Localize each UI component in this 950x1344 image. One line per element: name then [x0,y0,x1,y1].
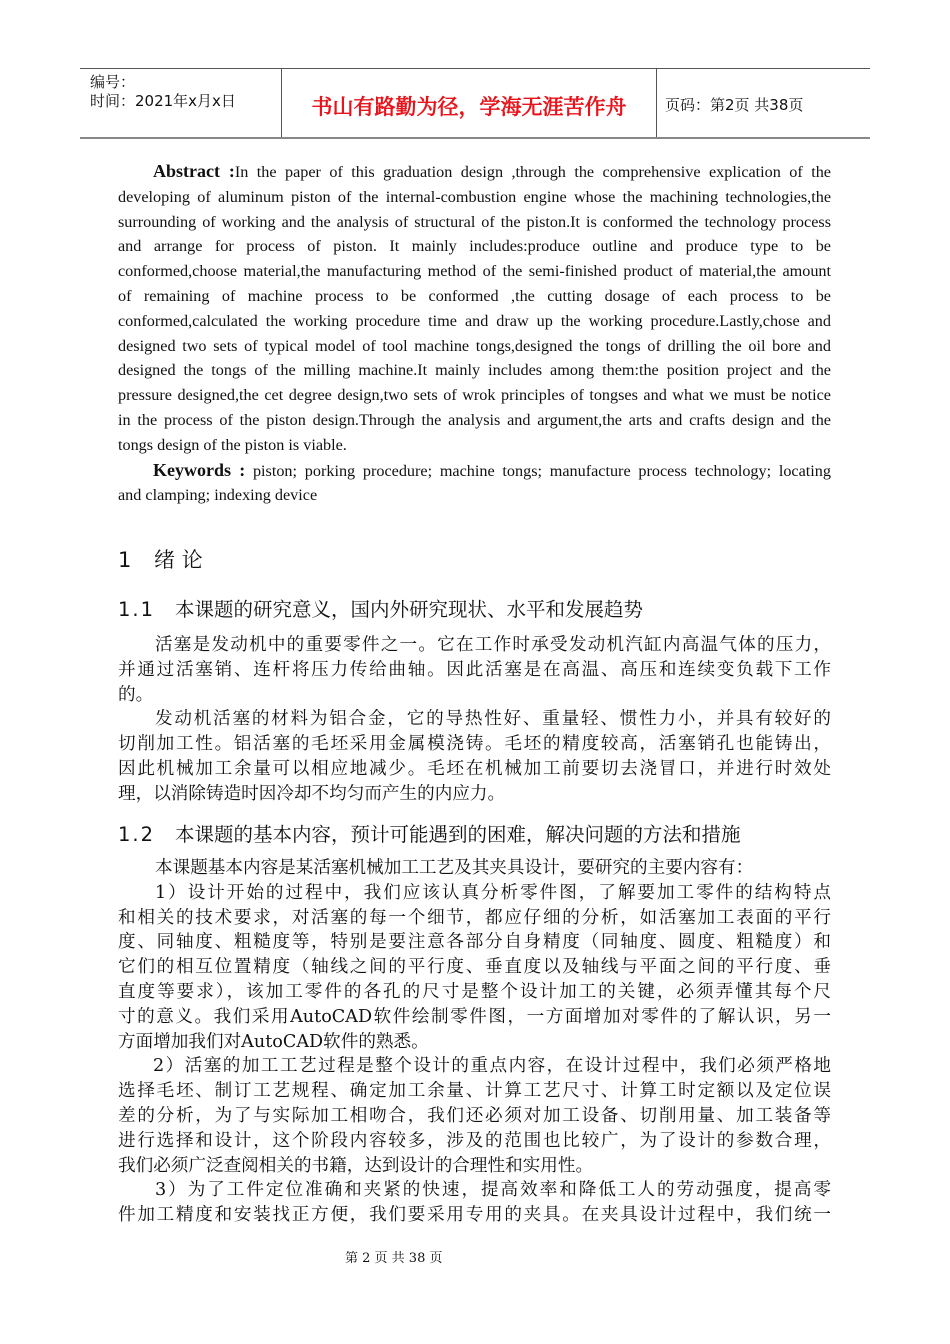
abstract-line: designed the tongs of the milling machine.It mainly includes among them:the position project and the [118,361,831,380]
body-line: 2）活塞的加工工艺过程是整个设计的重点内容，在设计过程中，我们必须严格地 [153,1056,831,1077]
header-left-cell [80,69,282,137]
abstract-line: developing of aluminum piston of the internal-combustion engine whose the machining technologies,the [118,187,831,206]
body-line: 切削加工性。铝活塞的毛坯采用金属模浇铸。毛坯的精度较高，活塞销孔也能铸出， [118,734,831,755]
chapter-heading [118,544,203,574]
section-heading-1-2: 1.2 本课题的基本内容，预计可能遇到的困难，解决问题的方法和措施 [118,823,741,846]
header-motto-cell [282,69,657,137]
section-1-2-body [118,856,831,1228]
date-label: 时间：2021年x月x日 [90,92,236,110]
body-line: 直度等要求），该加工零件的各孔的尺寸是整个设计加工的关键，必须弄懂其每个尺 [118,981,831,1002]
body-line: 选择毛坯、制订工艺规程、确定加工余量、计算工艺尺寸、计算工时定额以及定位误 [118,1081,831,1102]
body-line: 我们必须广泛查阅相关的书籍，达到设计的合理性和实用性。 [118,1155,594,1176]
keywords-line: Keywords : piston; porking procedure; machine tongs; manufacture process technology; locating [153,459,831,480]
body-line: 差的分析，为了与实际加工相吻合，我们还必须对加工设备、切削用量、加工装备等 [118,1105,831,1126]
section-1-1-body [118,633,831,807]
abstract-line: tongs design of the piston is viable. [118,435,347,454]
abstract-line: Abstract :In the paper of this graduation design ,through the comprehensive explication of the [153,161,831,181]
body-line: 活塞是发动机中的重要零件之一。它在工作时承受发动机汽缸内高温气体的压力， [155,635,831,655]
header-right-cell [657,69,870,137]
abstract-line: designed two sets of typical model of tool machine tongs,designed the tongs of drilling the oil bore and [118,336,831,355]
abstract [118,159,831,508]
abstract-line: in the process of the piston design.Through the analysis and argument,the arts and crafts design and the [118,410,831,429]
body-line: 本课题基本内容是某活塞机械加工工艺及其夹具设计，要研究的主要内容有： [155,858,754,878]
body-line: 3）为了工件定位准确和夹紧的快速，提高效率和降低工人的劳动强度，提高零 [155,1180,831,1201]
body-line: 件加工精度和安装找正方便，我们要采用专用的夹具。在夹具设计过程中，我们统一 [118,1205,831,1226]
keywords-label: Keywords : [153,459,246,480]
body-line: 的。 [118,684,154,705]
body-line: 方面增加我们对AutoCAD软件的熟悉。 [118,1031,429,1052]
body-line: 它们的相互位置精度（轴线之间的平行度、垂直度以及轴线与平面之间的平行度、垂 [118,957,831,978]
body-line: 度、同轴度、粗糙度等，特别是要注意各部分自身精度（同轴度、圆度、粗糙度）和 [118,932,831,953]
abstract-line: conformed,calculated the working procedure time and draw up the working procedure.Lastly,chose and [118,311,831,330]
abstract-line: and arrange for process of piston. It mainly includes:produce outline and produce type to be [118,237,831,256]
abstract-line: of remaining of machine process to be conformed ,the cutting dosage of each process to be [118,286,831,305]
body-line: 寸的意义。我们采用AutoCAD软件绘制零件图，一方面增加对零件的了解认识，另一 [118,1006,831,1027]
abstract-line: surrounding of working and the analysis of structural of the piston.It is conformed the technology process [118,212,831,231]
page-header [80,68,870,139]
page-footer: 第 2 页 共 38 页 [345,1251,443,1266]
body-line: 并通过活塞销、连杆将压力传给曲轴。因此活塞是在高温、高压和连续变负载下工作 [118,659,831,680]
body-line: 因此机械加工余量可以相应地减少。毛坯在机械加工前要切去浇冒口，并进行时效处 [118,758,831,779]
body-line: 进行选择和设计，这个阶段内容较多，涉及的范围也比较广，为了设计的参数合理， [118,1130,831,1151]
body-line: 理，以消除铸造时因冷却不均匀而产生的内应力。 [118,783,506,804]
abstract-line: pressure designed,the cet degree design,two sets of wrok principles of tongses and what we must be notice [118,386,831,405]
abstract-line: conformed,choose material,the manufacturing method of the semi-finished product of material,the amount [118,262,831,281]
page-info: 页码：第2页 共38页 [665,96,804,114]
body-line: 发动机活塞的材料为铝合金，它的导热性好、重量轻、惯性力小，并具有较好的 [155,709,831,730]
serial-label: 编号： [90,73,136,91]
chapter-number: 1 [118,548,132,572]
motto: 书山有路勤为径，学海无涯苦作舟 [311,94,627,119]
keywords-line: and clamping; indexing device [118,486,318,505]
abstract-label: Abstract : [153,161,235,181]
chapter-title: 绪 论 [154,548,203,572]
body-line: 1）设计开始的过程中，我们应该认真分析零件图，了解要加工零件的结构特点 [155,882,831,903]
section-heading-1-1: 1.1 本课题的研究意义，国内外研究现状、水平和发展趋势 [118,598,644,621]
body-line: 和相关的技术要求，对活塞的每一个细节，都应仔细的分析，如活塞加工表面的平行 [118,907,831,928]
